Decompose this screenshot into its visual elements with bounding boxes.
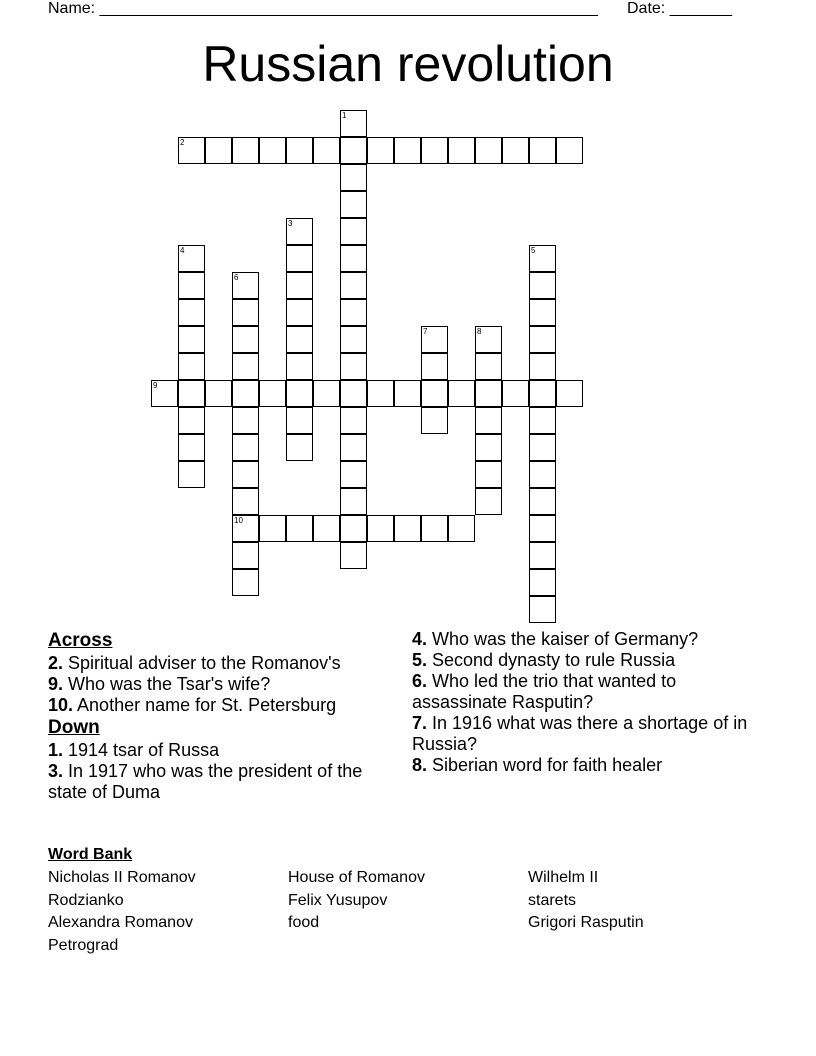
clue-down-4: 4. Who was the kaiser of Germany? <box>412 629 699 649</box>
crossword-cell[interactable] <box>502 137 529 164</box>
crossword-cell[interactable] <box>475 461 502 488</box>
crossword-cell[interactable] <box>286 407 313 434</box>
clue-number: 7 <box>423 327 428 336</box>
clue-number: 2 <box>180 138 185 147</box>
crossword-cell[interactable] <box>178 326 205 353</box>
crossword-cell[interactable] <box>340 164 367 191</box>
clue-number: 6 <box>234 273 239 282</box>
crossword-cell[interactable] <box>340 299 367 326</box>
crossword-cell[interactable] <box>286 515 313 542</box>
crossword-cell[interactable] <box>421 137 448 164</box>
crossword-cell[interactable] <box>178 434 205 461</box>
crossword-cell[interactable] <box>232 569 259 596</box>
word-bank-item: starets <box>528 892 577 909</box>
crossword-cell[interactable] <box>367 515 394 542</box>
crossword-cell[interactable] <box>529 488 556 515</box>
clue-down-1: 1. 1914 tsar of Russa <box>48 740 220 760</box>
crossword-cell[interactable] <box>475 488 502 515</box>
clue-down-8: 8. Siberian word for faith healer <box>412 755 663 775</box>
crossword-cell[interactable] <box>529 596 556 623</box>
crossword-cell[interactable] <box>286 245 313 272</box>
crossword-cell[interactable] <box>421 353 448 380</box>
crossword-cell[interactable] <box>340 461 367 488</box>
clue-number: 1 <box>342 111 347 120</box>
crossword-cell[interactable] <box>340 218 367 245</box>
crossword-cell[interactable] <box>529 137 556 164</box>
crossword-cell[interactable] <box>286 137 313 164</box>
crossword-cell[interactable] <box>529 380 556 407</box>
crossword-cell[interactable] <box>232 137 259 164</box>
crossword-cell[interactable] <box>475 380 502 407</box>
crossword-cell[interactable] <box>313 137 340 164</box>
crossword-cell[interactable] <box>529 353 556 380</box>
crossword-cell[interactable] <box>529 434 556 461</box>
crossword-cell[interactable] <box>259 137 286 164</box>
crossword-cell[interactable] <box>178 353 205 380</box>
crossword-cell[interactable] <box>394 137 421 164</box>
crossword-cell[interactable] <box>502 380 529 407</box>
crossword-cell[interactable] <box>313 515 340 542</box>
crossword-cell[interactable] <box>475 353 502 380</box>
word-bank-title: Word Bank <box>48 846 133 863</box>
crossword-cell[interactable] <box>448 137 475 164</box>
crossword-cell[interactable] <box>556 380 583 407</box>
crossword-cell[interactable] <box>448 380 475 407</box>
crossword-cell[interactable] <box>286 353 313 380</box>
crossword-cell[interactable] <box>340 353 367 380</box>
crossword-cell[interactable] <box>421 407 448 434</box>
crossword-cell[interactable] <box>556 137 583 164</box>
clue-number: 4 <box>180 246 185 255</box>
crossword-cell[interactable] <box>340 326 367 353</box>
crossword-cell[interactable] <box>178 299 205 326</box>
crossword-cell[interactable] <box>232 542 259 569</box>
page-title: Russian revolution <box>202 36 614 92</box>
crossword-cell[interactable] <box>340 380 367 407</box>
word-bank-item: Petrograd <box>48 937 119 954</box>
crossword-cell[interactable] <box>448 515 475 542</box>
crossword-cell[interactable] <box>232 488 259 515</box>
word-bank-item: Alexandra Romanov <box>48 914 193 931</box>
word-bank-item: House of Romanov <box>288 869 425 886</box>
crossword-cell[interactable] <box>394 380 421 407</box>
crossword-cell[interactable] <box>529 326 556 353</box>
clue-down-5: 5. Second dynasty to rule Russia <box>412 650 676 670</box>
word-bank-item: Felix Yusupov <box>288 892 388 909</box>
crossword-cell[interactable] <box>232 434 259 461</box>
crossword-cell[interactable] <box>286 299 313 326</box>
crossword-cell[interactable] <box>340 272 367 299</box>
crossword-cell[interactable] <box>205 137 232 164</box>
crossword-cell[interactable] <box>259 380 286 407</box>
crossword-cell[interactable] <box>529 569 556 596</box>
crossword-cell[interactable] <box>529 515 556 542</box>
crossword-cell[interactable] <box>178 380 205 407</box>
crossword-cell[interactable] <box>340 515 367 542</box>
clue-across-10: 10. Another name for St. Petersburg <box>48 695 337 715</box>
crossword-cell[interactable] <box>394 515 421 542</box>
crossword-cell[interactable] <box>232 461 259 488</box>
clue-across-9: 9. Who was the Tsar's wife? <box>48 674 271 694</box>
crossword-cell[interactable] <box>421 515 448 542</box>
down-heading: Down <box>48 717 100 738</box>
crossword-cell[interactable] <box>286 326 313 353</box>
crossword-cell[interactable] <box>286 434 313 461</box>
word-bank-item: Rodzianko <box>48 892 124 909</box>
clue-number: 8 <box>477 327 482 336</box>
crossword-cell[interactable] <box>232 299 259 326</box>
crossword-cell[interactable] <box>475 137 502 164</box>
crossword-cell[interactable] <box>178 407 205 434</box>
word-bank-item: Wilhelm II <box>528 869 599 886</box>
crossword-cell[interactable] <box>529 542 556 569</box>
word-bank-item: Grigori Rasputin <box>528 914 644 931</box>
clue-across-2: 2. Spiritual adviser to the Romanov's <box>48 653 341 673</box>
clues-column-right <box>412 629 762 776</box>
crossword-cell[interactable] <box>367 380 394 407</box>
crossword-cell[interactable] <box>259 515 286 542</box>
crossword-cell[interactable] <box>178 461 205 488</box>
crossword-cell[interactable] <box>529 272 556 299</box>
crossword-cell[interactable] <box>529 461 556 488</box>
crossword-cell[interactable] <box>232 353 259 380</box>
crossword-cell[interactable] <box>232 326 259 353</box>
name-field-label: Name: ________________________________________________________ <box>48 0 598 17</box>
crossword-cell[interactable] <box>421 380 448 407</box>
clues-column-left <box>48 629 388 803</box>
crossword-cell[interactable] <box>286 272 313 299</box>
crossword-cell[interactable] <box>475 434 502 461</box>
crossword-cell[interactable] <box>286 380 313 407</box>
clue-number: 3 <box>288 219 293 228</box>
crossword-cell[interactable] <box>529 299 556 326</box>
crossword-cell[interactable] <box>340 542 367 569</box>
word-bank-item: food <box>288 914 320 931</box>
crossword-cell[interactable] <box>340 191 367 218</box>
crossword-cell[interactable] <box>232 380 259 407</box>
crossword-cell[interactable] <box>340 137 367 164</box>
across-heading: Across <box>48 630 113 651</box>
crossword-cell[interactable] <box>313 380 340 407</box>
crossword-cell[interactable] <box>205 380 232 407</box>
clue-down-7: 7. In 1916 what was there a shortage of in Russia? <box>412 713 748 754</box>
crossword-cell[interactable] <box>178 272 205 299</box>
crossword-cell[interactable] <box>475 407 502 434</box>
crossword-cell[interactable] <box>367 137 394 164</box>
crossword-cell[interactable] <box>340 434 367 461</box>
word-bank-item: Nicholas II Romanov <box>48 869 196 886</box>
crossword-cell[interactable] <box>529 407 556 434</box>
crossword-cell[interactable] <box>340 245 367 272</box>
crossword-cell[interactable] <box>340 488 367 515</box>
clue-number: 9 <box>153 381 158 390</box>
crossword-cell[interactable] <box>232 407 259 434</box>
clue-number: 10 <box>234 516 243 525</box>
date-field-label: Date: _______ <box>627 0 732 17</box>
clue-number: 5 <box>531 246 536 255</box>
clue-down-3: 3. In 1917 who was the president of the state of Duma <box>48 761 363 802</box>
clue-down-6: 6. Who led the trio that wanted to assassinate Rasputin? <box>412 671 677 712</box>
crossword-cell[interactable] <box>340 407 367 434</box>
